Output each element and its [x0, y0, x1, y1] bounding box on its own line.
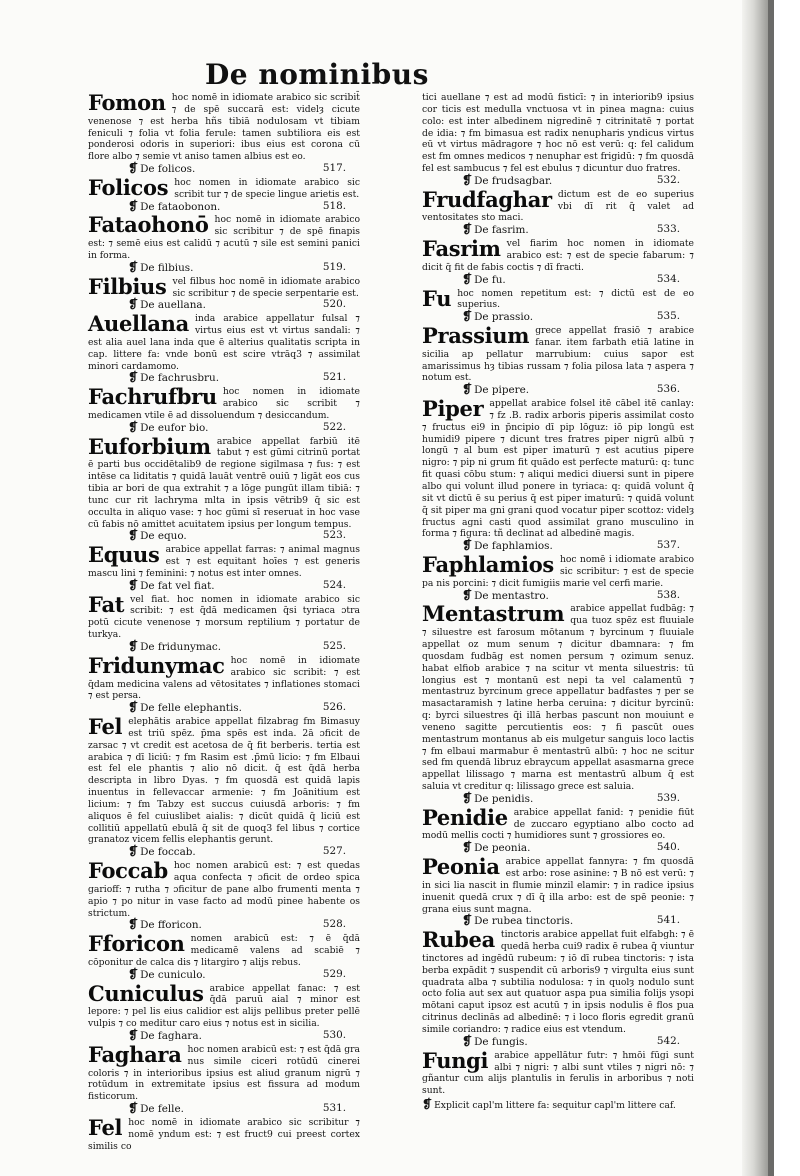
dictionary-entry — [422, 285, 694, 325]
entry-number: 526. — [322, 701, 346, 714]
dictionary-entry — [88, 214, 360, 274]
pilcrow-icon: ❡ — [128, 577, 139, 592]
entry-number: 538. — [656, 588, 680, 601]
entry-text: hoc nomē in idiomate arabico sic scribit̄ ⁊ de spē succarā est: videlȝ cicute venenose ⁊ est herba hñs tibiā nodulosam vt tibiam feniculi ⁊ folia vt folia ferule: tamen subtiliora eis est ponderosi odoris in superiori: ibus eius est corona cū flore albo ⁊ semie vt aniso tamen albius est eo. — [88, 92, 360, 163]
dictionary-entry — [422, 804, 694, 855]
pilcrow-icon: ❡ — [128, 198, 139, 213]
pilcrow-icon: ❡ — [128, 297, 139, 312]
entry-headword: Auellana — [88, 311, 189, 337]
entry-text: hoc nomen repetitum est: ⁊ dictū est de eo superius. — [457, 287, 694, 311]
dictionary-entry — [88, 652, 360, 715]
pilcrow-icon: ❡ — [462, 1033, 473, 1048]
dictionary-entry — [88, 433, 360, 544]
reference-label: De auellana. — [140, 299, 206, 312]
entry-headword: Fridunymac — [88, 652, 225, 678]
pilcrow-icon: ❡ — [128, 1027, 139, 1042]
entry-cross-reference — [88, 846, 360, 859]
entry-text: vel fiat. hoc nomen in idiomate arabico sic scribit: ⁊ est q̄dā medicamen q̄si tyriaca ɔtra potū cicute venenose ⁊ morsum reptilium ⁊ portatur de turkya. — [88, 593, 360, 641]
entry-cross-reference — [422, 790, 694, 806]
dictionary-entry — [422, 603, 694, 805]
entry-text: elephātis arabice appellat filzabrag fm Bimasuy est triū spēz. p̄ma spēs est inda. 2ā ɔficit de zarsac ⁊ vt credit est acetosa de q̄ fit berberis. tertia est arabica ⁊ dī liciū: ⁊ fm Rasim est .p̄mū licio: ⁊ fm Elbaui est fel ele phantis ⁊ alio nō dicit. q̄ est q̄dā herba descripta in libro Dyas. ⁊ fm quosdā est quidā lapis inuentus in fellevaccar armenie: ⁊ fm Joānitium est licium: ⁊ fm Tabzy est succus cuiusdā arboris: ⁊ fm aliquos ē fel cuiuslibet aialis: ⁊ dicūt quidā q̄ liciū est collitiū appellatū ebulā q̄ sit de quoq3 fel libus ⁊ cortice granatoz vicem fellis elephantis gerunt. — [88, 716, 360, 846]
entry-cross-reference — [88, 530, 360, 543]
entry-number: 534. — [656, 272, 680, 285]
entry-headword: Fachrufbru — [88, 384, 217, 410]
entry-text: hoc nomē in idiomate arabico sic scribit: ⁊ est q̄dam medicina valens ad vētositates ⁊ inflationes stomaci ⁊ est persa. — [88, 654, 360, 702]
pilcrow-icon: ❡ — [128, 419, 139, 434]
page-heading: De nominibus — [205, 58, 429, 91]
dictionary-entry — [88, 1114, 360, 1153]
entry-text: arabice appellat fudbāg: ⁊ qua tuoz spēz est fluuiale ⁊ siluestre est farosum mōtanum ⁊ byrcinum ⁊ fluuiale appellat oz mum senum ⁊ dicitur dbamnara: ⁊ fm quosdam fudbāg est nomen persum ⁊ ozimum senuz. habat elfiob arabice ⁊ na scitur vt menta siluestris: tū longius est ⁊ montanū est nepi ta vel calamentū ⁊ mentastruz byrcinum grece appellatur badfastes ⁊ per se masactaramish ⁊ latine herba ceruina: ⁊ dicitur byrcinū: q: byrci siluestres q̄i illā herbas pascunt non mouiunt e veneno sagitte percutientis eos: ⁊ fi pascūt oues mentastrum montanus ab eis mulgetur sanguis loco lactis ⁊ fm elbaui marmabur ē mentastrū albū: ⁊ hoc ne scitur sed fm quendā libruz ebraycum appellat asasmarna grece appellat lilissago ⁊ marna est mentastrū album q̄ est saluia vt creditur q: lilissago grece est saluia. — [422, 603, 694, 793]
dictionary-entry — [88, 933, 360, 981]
entry-headword: Filbius — [88, 273, 167, 299]
dictionary-entry — [88, 174, 360, 214]
pilcrow-icon: ❡ — [462, 538, 473, 553]
pilcrow-icon: ❡ — [128, 844, 139, 859]
dictionary-entry — [422, 398, 694, 553]
entry-headword: Fu — [422, 285, 452, 311]
explicit-text: Explicit capl'm littere fa: sequitur capl'm littere caf. — [434, 1100, 676, 1112]
entry-cross-reference — [88, 299, 360, 312]
entry-headword: Cuniculus — [88, 980, 204, 1006]
entry-text: hoc nomē i idiomate arabico sic scribitur: ⁊ est de specie pa nis porcini: ⁊ dicit fumigiis marie vel cerfi marie. — [422, 554, 694, 589]
entry-text: dictum est de eo superius vbi dī rit q̄ valet ad ventositates sto maci. — [422, 188, 694, 224]
entry-number: 533. — [656, 223, 680, 236]
pilcrow-icon: ❡ — [462, 913, 473, 928]
entry-text: hoc nomen arabicū est: ⁊ est quedas aqua confecta ⁊ ɔficit de ordeo spica garioff: ⁊ rutha ⁊ ɔficitur de pane albo frumenti menta ⁊ apio ⁊ po nitur in vase facto ad modū pinee habente os strictum. — [88, 860, 360, 919]
reference-label: De fungis. — [474, 1035, 528, 1048]
reference-label: De rubea tinctoris. — [474, 915, 574, 928]
entry-number: 535. — [656, 310, 680, 323]
entry-text: arabice appellat fanid: ⁊ penidie fiūt de zuccaro egyptiano albo cocto ad modū mellis cocti ⁊ humidiores sunt ⁊ grossiores eo. — [422, 806, 694, 842]
dictionary-entry — [88, 980, 360, 1043]
reference-label: De felle. — [140, 1103, 184, 1116]
entry-cross-reference — [422, 384, 694, 397]
pilcrow-icon: ❡ — [462, 840, 473, 855]
entry-cross-reference — [88, 638, 360, 654]
entry-cross-reference — [422, 842, 694, 855]
reference-label: De eufor bio. — [140, 421, 209, 434]
entry-cross-reference — [88, 259, 360, 275]
entry-text: nomen arabicū est: ⁊ ē q̄dā medicamē valens ad scabiē ⁊ cōponitur de calca dis ⁊ litargiro ⁊ alijs rebus. — [88, 933, 360, 968]
entry-headword: Euforbium — [88, 433, 211, 459]
entry-text: appellat arabice folsel itē cābel itē canlay: ⁊ fz .B. radix arboris piperis assimilat costo ⁊ fructus ei9 in p̄ncipio dī pip lōguz: iō pip longū est humidi9 pipere ⁊ dicunt tres fratres piper nigrū albū ⁊ longū ⁊ al bum est piper imaturū ⁊ est acutius pipere nigro: ⁊ pip ni grum fit quādo est perfecte maturū: q: tunc fit quasi cōbu stum: ⁊ aliqui medici diuersi sunt in pipere albo qui volunt illud ponere in tyriaca: q: quidā volunt q̄ sit vt dictū ē su perius q̄ est piper imaturū: ⁊ quidā volunt q̄ sit piper ma gni grani quod vocatur piper scottoz: videlȝ fructus agni casti quod assimilat grano musculino in forma ⁊ figura: tñ declinat ad albedinē magis. — [422, 398, 694, 540]
pilcrow-icon: ❡ — [462, 790, 473, 805]
entry-text: vel filbus hoc nomē in idiomate arabico sic scribitur ⁊ de specie serpentarie est. — [172, 275, 360, 299]
dictionary-entry — [422, 325, 694, 397]
dictionary-entry — [88, 1041, 360, 1116]
entry-number: 521. — [322, 371, 346, 384]
entry-number: 527. — [322, 845, 346, 858]
entry-cross-reference — [88, 577, 360, 593]
pilcrow-icon: ❡ — [128, 161, 139, 176]
entry-cross-reference — [422, 915, 694, 928]
entry-headword: Penidie — [422, 804, 508, 830]
reference-label: De filbius. — [140, 261, 194, 274]
entry-headword: Fel — [88, 1114, 123, 1140]
pilcrow-icon: ❡ — [462, 271, 473, 286]
entry-text: arabice appellat farbiū itē tabut ⁊ est gūmi citrinū portat ē parti bus occidētalib9 de regione sigilmasa ⁊ fus: ⁊ est intēse ca liditatis ⁊ quidā lauāt ventrē ouiū ⁊ ligāt eos cus tibia ar bori de qua extrahit ⁊ a lōge pungūt illam tibiā: ⁊ tunc cur rit lachryma mlta in ipsis vētrib9 q̄ sic est occulta in aliquo vase: ⁊ hoc gūmi sī reseruat in hoc vase cū fabis nō amittet acuitatem ipsius per longum tempus. — [88, 435, 360, 530]
pilcrow-icon: ❡ — [462, 587, 473, 602]
entry-headword: Rubea — [422, 927, 495, 953]
entry-number: 520. — [322, 298, 346, 311]
explicit-line — [422, 1099, 694, 1112]
entry-cross-reference — [88, 966, 360, 982]
entry-headword: Prassium — [422, 323, 530, 349]
dictionary-entry — [88, 313, 360, 385]
entry-number: 539. — [656, 791, 680, 804]
dictionary-entry — [422, 92, 694, 188]
dictionary-entry — [422, 554, 694, 602]
pilcrow-icon: ❡ — [128, 700, 139, 715]
reference-label: De fat vel fiat. — [140, 579, 215, 592]
dictionary-entry — [422, 186, 694, 237]
entry-headword: Piper — [422, 396, 484, 422]
reference-label: De equo. — [140, 530, 187, 543]
entry-cross-reference — [88, 1027, 360, 1043]
entry-number: 536. — [656, 383, 680, 396]
entry-text: grece appellat frasiō ⁊ arabice fanar. item farbath etiā latine in sicilia ap pellatur marrubium: cuius sapor est amarissimus hȝ tibias russam ⁊ folia pilosa lata ⁊ aspera ⁊ notum est. — [422, 325, 694, 384]
reference-label: De fachrusbru. — [140, 372, 220, 385]
entry-text: hoc nomē in idiomate arabico sic scribitur ⁊ nomē yndum est: ⁊ est fruct9 cui preest cortex similis co — [88, 1116, 360, 1152]
entry-cross-reference — [88, 372, 360, 385]
entry-cross-reference — [88, 919, 360, 932]
entry-number: 530. — [322, 1028, 346, 1041]
entry-text: arabice appellat fannyra: ⁊ fm quosdā est arbo: rose asinine: ⁊ B nō est verū: ⁊ in sici lia nascit in flumie minzil elamir: ⁊ in radice ipsius inuenit quedā crux ⁊ dī q̄ illa arbo: est de spē peonie: ⁊ grana eius sunt magna. — [422, 856, 694, 915]
entry-text: tici auellane ⁊ est ad modū fisticī: ⁊ in interiorib9 ipsius cor ticis est medulla vnctuosa vt in pinea magna: cuius colo: est inter albedinem nigredinē ⁊ citrinitatē ⁊ portat de idia: ⁊ fm bimasua est radix nenupharis yndicus virtus eū vt virtus mādragore ⁊ hoc nō est verū: q: fel calidum est fm omnes medicos ⁊ nenuphar est frigidū: ⁊ fm quosdā fel est sambucus ⁊ fel est ebulus ⁊ dicuntur duo fratres. — [422, 92, 694, 175]
pilcrow-icon: ❡ — [128, 638, 139, 653]
dictionary-entry — [422, 1047, 694, 1097]
entry-number: 537. — [656, 539, 680, 552]
entry-cross-reference — [422, 224, 694, 237]
entry-headword: Faphlamios — [422, 552, 554, 578]
dictionary-entry — [88, 591, 360, 654]
reference-label: De penidis. — [474, 792, 534, 805]
pilcrow-icon: ❡ — [462, 382, 473, 397]
reference-label: De fforicon. — [140, 919, 202, 932]
entry-text: arabice appellat farras: ⁊ animal magnus est ⁊ est equitant hoīes ⁊ est generis mascu lini ⁊ feminini: ⁊ notus est inter omnes. — [88, 544, 360, 579]
entry-headword: Fungi — [422, 1047, 489, 1073]
entry-cross-reference — [88, 1103, 360, 1116]
entry-headword: Peonia — [422, 854, 500, 880]
entry-number: 532. — [656, 173, 680, 186]
binding-edge — [768, 0, 774, 1176]
entry-cross-reference — [422, 172, 694, 188]
entry-headword: Fforicon — [88, 931, 185, 957]
dictionary-entry — [88, 544, 360, 592]
entry-cross-reference — [422, 1033, 694, 1049]
entry-number: 523. — [322, 529, 346, 542]
entry-cross-reference — [88, 702, 360, 715]
entry-number: 524. — [322, 578, 346, 591]
reference-label: De felle elephantis. — [140, 702, 242, 715]
pilcrow-icon: ❡ — [462, 222, 473, 237]
entry-headword: Fataohonō — [88, 212, 209, 238]
dictionary-entry — [422, 238, 694, 286]
entry-headword: Equus — [88, 542, 160, 568]
reference-label: De faphlamios. — [474, 540, 553, 553]
reference-label: De fasrim. — [474, 224, 529, 237]
reference-label: De folicos. — [140, 163, 196, 176]
entry-text: hoc nomen arabicū est: ⁊ est q̄dā gra nus simile ciceri rotūdū cinerei coloris ⁊ in interioribus ipsius est aliud granum nigrū ⁊ rotūdum in extremitate ipsius est fissura ad modum fisticorum. — [88, 1043, 360, 1103]
dictionary-entry — [88, 860, 360, 932]
entry-headword: Mentastrum — [422, 601, 565, 627]
dictionary-entry — [422, 856, 694, 928]
entry-cross-reference — [88, 163, 360, 176]
pilcrow-icon: ❡ — [128, 917, 139, 932]
entry-number: 519. — [322, 260, 346, 273]
entry-number: 540. — [656, 841, 680, 854]
entry-headword: Fasrim — [422, 236, 501, 262]
entry-headword: Frudfaghar — [422, 186, 552, 212]
pilcrow-icon: ❡ — [462, 172, 473, 187]
pilcrow-icon: ❡ — [128, 259, 139, 274]
entry-number: 525. — [322, 639, 346, 652]
entry-text: hoc nomen in idiomate arabico sic scribit ⁊ medicamen vtile ē ad dissoluendum ⁊ desiccandum. — [88, 386, 360, 421]
pilcrow-icon: ❡ — [462, 309, 473, 324]
dictionary-entry — [88, 386, 360, 434]
entry-headword: Fat — [88, 591, 125, 617]
entry-headword: Fomon — [88, 90, 166, 115]
entry-number: 522. — [322, 420, 346, 433]
entry-headword: Faghara — [88, 1041, 182, 1067]
entry-text: arabice appellātur futr: ⁊ hmōi fūgi sunt albi ⁊ nigri: ⁊ albi sunt vtiles ⁊ nigri nō: ⁊ gñantur cum alijs plantulis in ferulis in arboribus ⁊ noti sunt. — [422, 1049, 694, 1097]
left-column — [88, 92, 360, 1153]
reference-label: De prassio. — [474, 311, 534, 324]
page-edge-shadow — [742, 0, 768, 1176]
reference-label: De pipere. — [474, 384, 530, 397]
reference-label: De foccab. — [140, 846, 196, 859]
pilcrow-icon: ❡ — [128, 370, 139, 385]
reference-label: De frudsagbar. — [474, 174, 553, 187]
reference-label: De fu. — [474, 273, 506, 286]
right-column — [422, 92, 694, 1112]
entry-cross-reference — [422, 540, 694, 553]
dictionary-entry — [88, 273, 360, 313]
reference-label: De peonia. — [474, 842, 531, 855]
reference-label: De fridunymac. — [140, 640, 222, 653]
entry-number: 542. — [656, 1034, 680, 1047]
entry-cross-reference — [88, 198, 360, 214]
reference-label: De faghara. — [140, 1029, 202, 1042]
pilcrow-icon: ❡ — [422, 1097, 433, 1112]
entry-cross-reference — [422, 311, 694, 324]
entry-headword: Foccab — [88, 858, 168, 884]
reference-label: De fataobonon. — [140, 200, 221, 213]
dictionary-entry — [422, 929, 694, 1048]
pilcrow-icon: ❡ — [128, 966, 139, 981]
entry-number: 517. — [322, 162, 346, 175]
pilcrow-icon: ❡ — [128, 528, 139, 543]
entry-number: 541. — [656, 914, 680, 927]
entry-text: hoc nomē in idiomate arabico sic scribitur ⁊ de spē finapis est: ⁊ semē eius est calidū ⁊ acutū ⁊ sile est semini panici in forma. — [88, 214, 360, 261]
entry-cross-reference — [422, 271, 694, 287]
entry-number: 529. — [322, 967, 346, 980]
entry-headword: Fel — [88, 714, 123, 740]
dictionary-entry — [88, 92, 360, 176]
pilcrow-icon: ❡ — [128, 1101, 139, 1116]
entry-cross-reference — [88, 419, 360, 435]
entry-text: tinctoris arabice appellat fuit elfabgh: ⁊ ē quedā herba cui9 radix ē rubea q̄ viuntur tinctores ad ingēdū rubeum: ⁊ iō dī rubea tinctoris: ⁊ ista berba expādit ⁊ suspendit cū arboris9 ⁊ virgulta eius sunt quadrata alba ⁊ subtilia nodulosa: ⁊ in quolȝ nodulo sunt octo folia aut sex aut quatuor aspa pua similia folijs ysopi mōtani caput ipsoz est acutū ⁊ in ipsis nodulis ē flos pua citrinus declinās ad albedinē: ⁊ i loco floris egredit granū simile coriandro: ⁊ radice eius est vtendum. — [422, 929, 694, 1035]
entry-number: 528. — [322, 918, 346, 931]
entry-number: 518. — [322, 199, 346, 212]
entry-text: inda arabice appellatur fulsal ⁊ virtus eius est vt virtus sandali: ⁊ est alia auel lana inda que ē alterius qualitatis scripta in cap. littere fa: vnde bonū est scire vtrāq3 ⁊ assimilat minori cardamomo. — [88, 313, 360, 372]
entry-text: arabice appellat fanac: ⁊ est q̄dā paruū aial ⁊ minor est lepore: ⁊ pel lis eius calidior est alijs pellibus preter pellē vulpis ⁊ co meditur caro eius ⁊ notus est in sicilia. — [88, 982, 360, 1030]
reference-label: De mentastro. — [474, 589, 549, 602]
entry-number: 531. — [322, 1102, 346, 1115]
entry-text: vel fiarim hoc nomen in idiomate arabico est: ⁊ est de specie fabarum: ⁊ dicit q̄ fit de fabis coctis ⁊ dī fracti. — [422, 238, 694, 273]
dictionary-entry — [88, 716, 360, 859]
entry-headword: Folicos — [88, 174, 169, 200]
reference-label: De cuniculo. — [140, 968, 206, 981]
entry-text: hoc nomen in idiomate arabico sic scribit tur ⁊ de specie lingue arietis est. — [174, 176, 360, 200]
